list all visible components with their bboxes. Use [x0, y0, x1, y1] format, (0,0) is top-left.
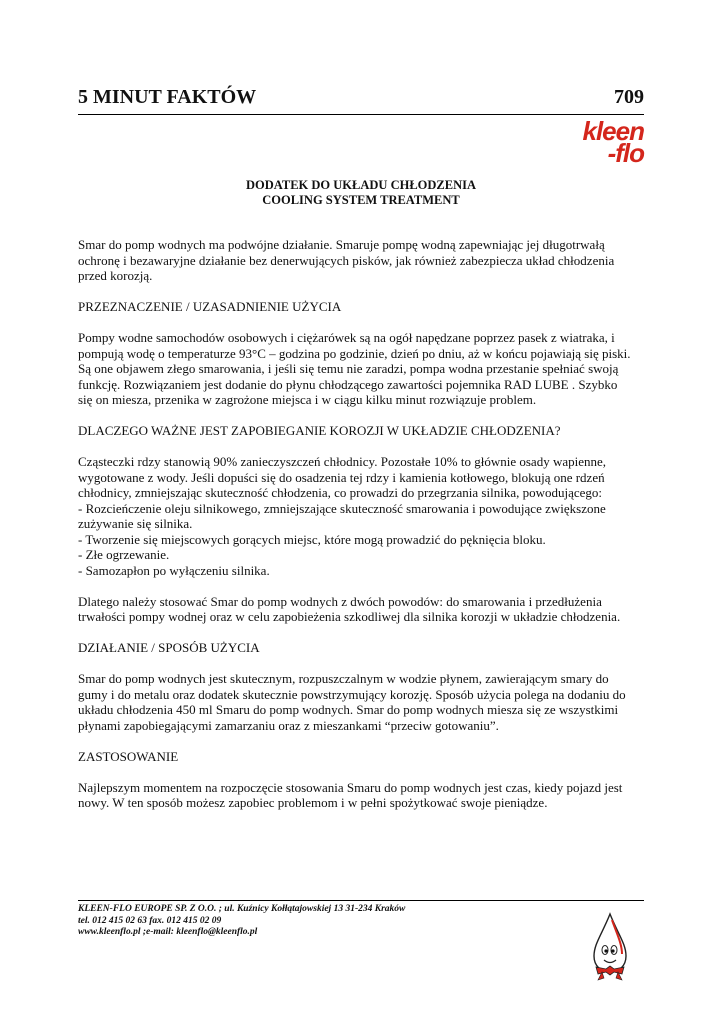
- title-polish: DODATEK DO UKŁADU CHŁODZENIA: [246, 178, 476, 192]
- page-header: [78, 86, 644, 115]
- page-footer: [78, 900, 644, 939]
- text-line: Pompy wodne samochodów osobowych i ciężarówek są na ogół napędzane poprzez pasek z wiatraka, i: [78, 330, 615, 345]
- text-line: - Złe ogrzewanie.: [78, 547, 170, 562]
- text-line: Smar do pomp wodnych ma podwójne działanie. Smaruje pompę wodną zapewniając jej długotrwałą: [78, 237, 605, 252]
- page-title: 5 MINUT FAKTÓW: [78, 86, 257, 108]
- text-line: gumy i do metalu oraz dodatek skutecznie powstrzymujący korozję. Sposób użycia polega na dodaniu do: [78, 686, 626, 702]
- kleen-flo-logo: [564, 116, 644, 168]
- corrosion-paragraph: [78, 454, 644, 578]
- text-line: zużywanie się silnika.: [78, 516, 193, 531]
- section-heading-purpose: PRZEZNACZENIE / UZASADNIENIE UŻYCIA: [78, 299, 342, 314]
- fact-number: 709: [614, 86, 644, 108]
- document-body: [78, 237, 644, 826]
- footer-phone: tel. 012 415 02 63 fax. 012 415 02 09: [78, 915, 222, 926]
- text-line: funkcję. Rozwiązaniem jest dodanie do płynu chłodzącego zawartości pojemnika RAD LUBE . Szybko: [78, 376, 618, 392]
- document-titles: [78, 178, 644, 208]
- text-line: Cząsteczki rdzy stanowią 90% zanieczyszczeń chłodnicy. Pozostałe 10% to głównie osady wapienne,: [78, 454, 606, 469]
- text-line: ochronę i bezawaryjne działanie bez denerwujących pisków, jak również zabezpiecza układ chłodzenia: [78, 252, 615, 268]
- text-line: Są one objawem złego smarowania, i jeśli się temu nie zaradzi, pompa wodna przestanie spełniać swoją: [78, 361, 619, 376]
- section-heading-usage: DZIAŁANIE / SPOSÓB UŻYCIA: [78, 640, 260, 655]
- text-line: przed korozją.: [78, 268, 153, 283]
- logo-line-1: kleen: [582, 116, 644, 146]
- text-line: pompują wodę o temperaturze 93°C – godzina po godzinie, dzień po dniu, aż w końcu pojawiają się piski.: [78, 345, 631, 361]
- section-heading-corrosion: DLACZEGO WAŻNE JEST ZAPOBIEGANIE KOROZJI W UKŁADZIE CHŁODZENIA?: [78, 423, 561, 438]
- oil-drop-mascot-icon: [588, 912, 632, 984]
- footer-web: www.kleenflo.pl ;e-mail: kleenflo@kleenflo.pl: [78, 927, 258, 937]
- text-line: się on miesza, przenika w zagrożone miejsca i w ciągu kilku minut rozwiązuje problem.: [78, 392, 537, 407]
- text-line: - Samozapłon po wyłączeniu silnika.: [78, 562, 270, 578]
- logo-line-2: -flo: [607, 138, 644, 168]
- text-line: płynami zapobiegającymi zamarzaniu oraz z mieszankami “przeciw gotowaniu”.: [78, 717, 499, 733]
- text-line: układu chłodzenia 450 ml Smaru do pomp wodnych. Smar do pomp wodnych miesza się ze wszystkimi: [78, 702, 619, 717]
- text-line: Dlatego należy stosować Smar do pomp wodnych z dwóch powodów: do smarowania i przedłużenia: [78, 593, 602, 609]
- intro-paragraph: [78, 237, 644, 284]
- footer-address: KLEEN-FLO EUROPE SP. Z O.O. ; ul. Kuźnicy Kołłątajowskiej 13 31-234 Kraków: [78, 904, 406, 914]
- text-line: Najlepszym momentem na rozpoczęcie stosowania Smaru do pomp wodnych jest czas, kiedy pojazd jest: [78, 779, 623, 795]
- purpose-paragraph: [78, 330, 644, 408]
- text-line: Smar do pomp wodnych jest skutecznym, rozpuszczalnym w wodzie płynem, zawierającym smary do: [78, 671, 609, 686]
- text-line: - Tworzenie się miejscowych gorących miejsc, które mogą prowadzić do pęknięcia bloku.: [78, 531, 546, 547]
- text-line: - Rozcieńczenie oleju silnikowego, zmniejszające skuteczność smarowania i powodujące zwiększone: [78, 500, 606, 516]
- text-line: wygotowane z wody. Jeśli dopuści się do osadzenia tej rdzy i kamienia kotłowego, blokują one rdzeń: [78, 469, 605, 485]
- usage-paragraph: [78, 671, 644, 733]
- reasons-paragraph: [78, 594, 644, 625]
- text-line: trwałości pompy wodnej oraz w celu zapobieżenia szkodliwej dla silnika korozji w układzie chłodzenia.: [78, 609, 621, 624]
- text-line: nowy. W ten sposób możesz zapobiec problemom i w pełni spożytkować swoje pieniądze.: [78, 795, 548, 810]
- application-paragraph: [78, 780, 644, 811]
- section-heading-application: ZASTOSOWANIE: [78, 748, 179, 764]
- title-english: COOLING SYSTEM TREATMENT: [262, 193, 460, 207]
- text-line: chłodnicy, zmniejszając skuteczność chłodzenia, co prowadzi do przegrzania silnika, powodującego:: [78, 485, 603, 500]
